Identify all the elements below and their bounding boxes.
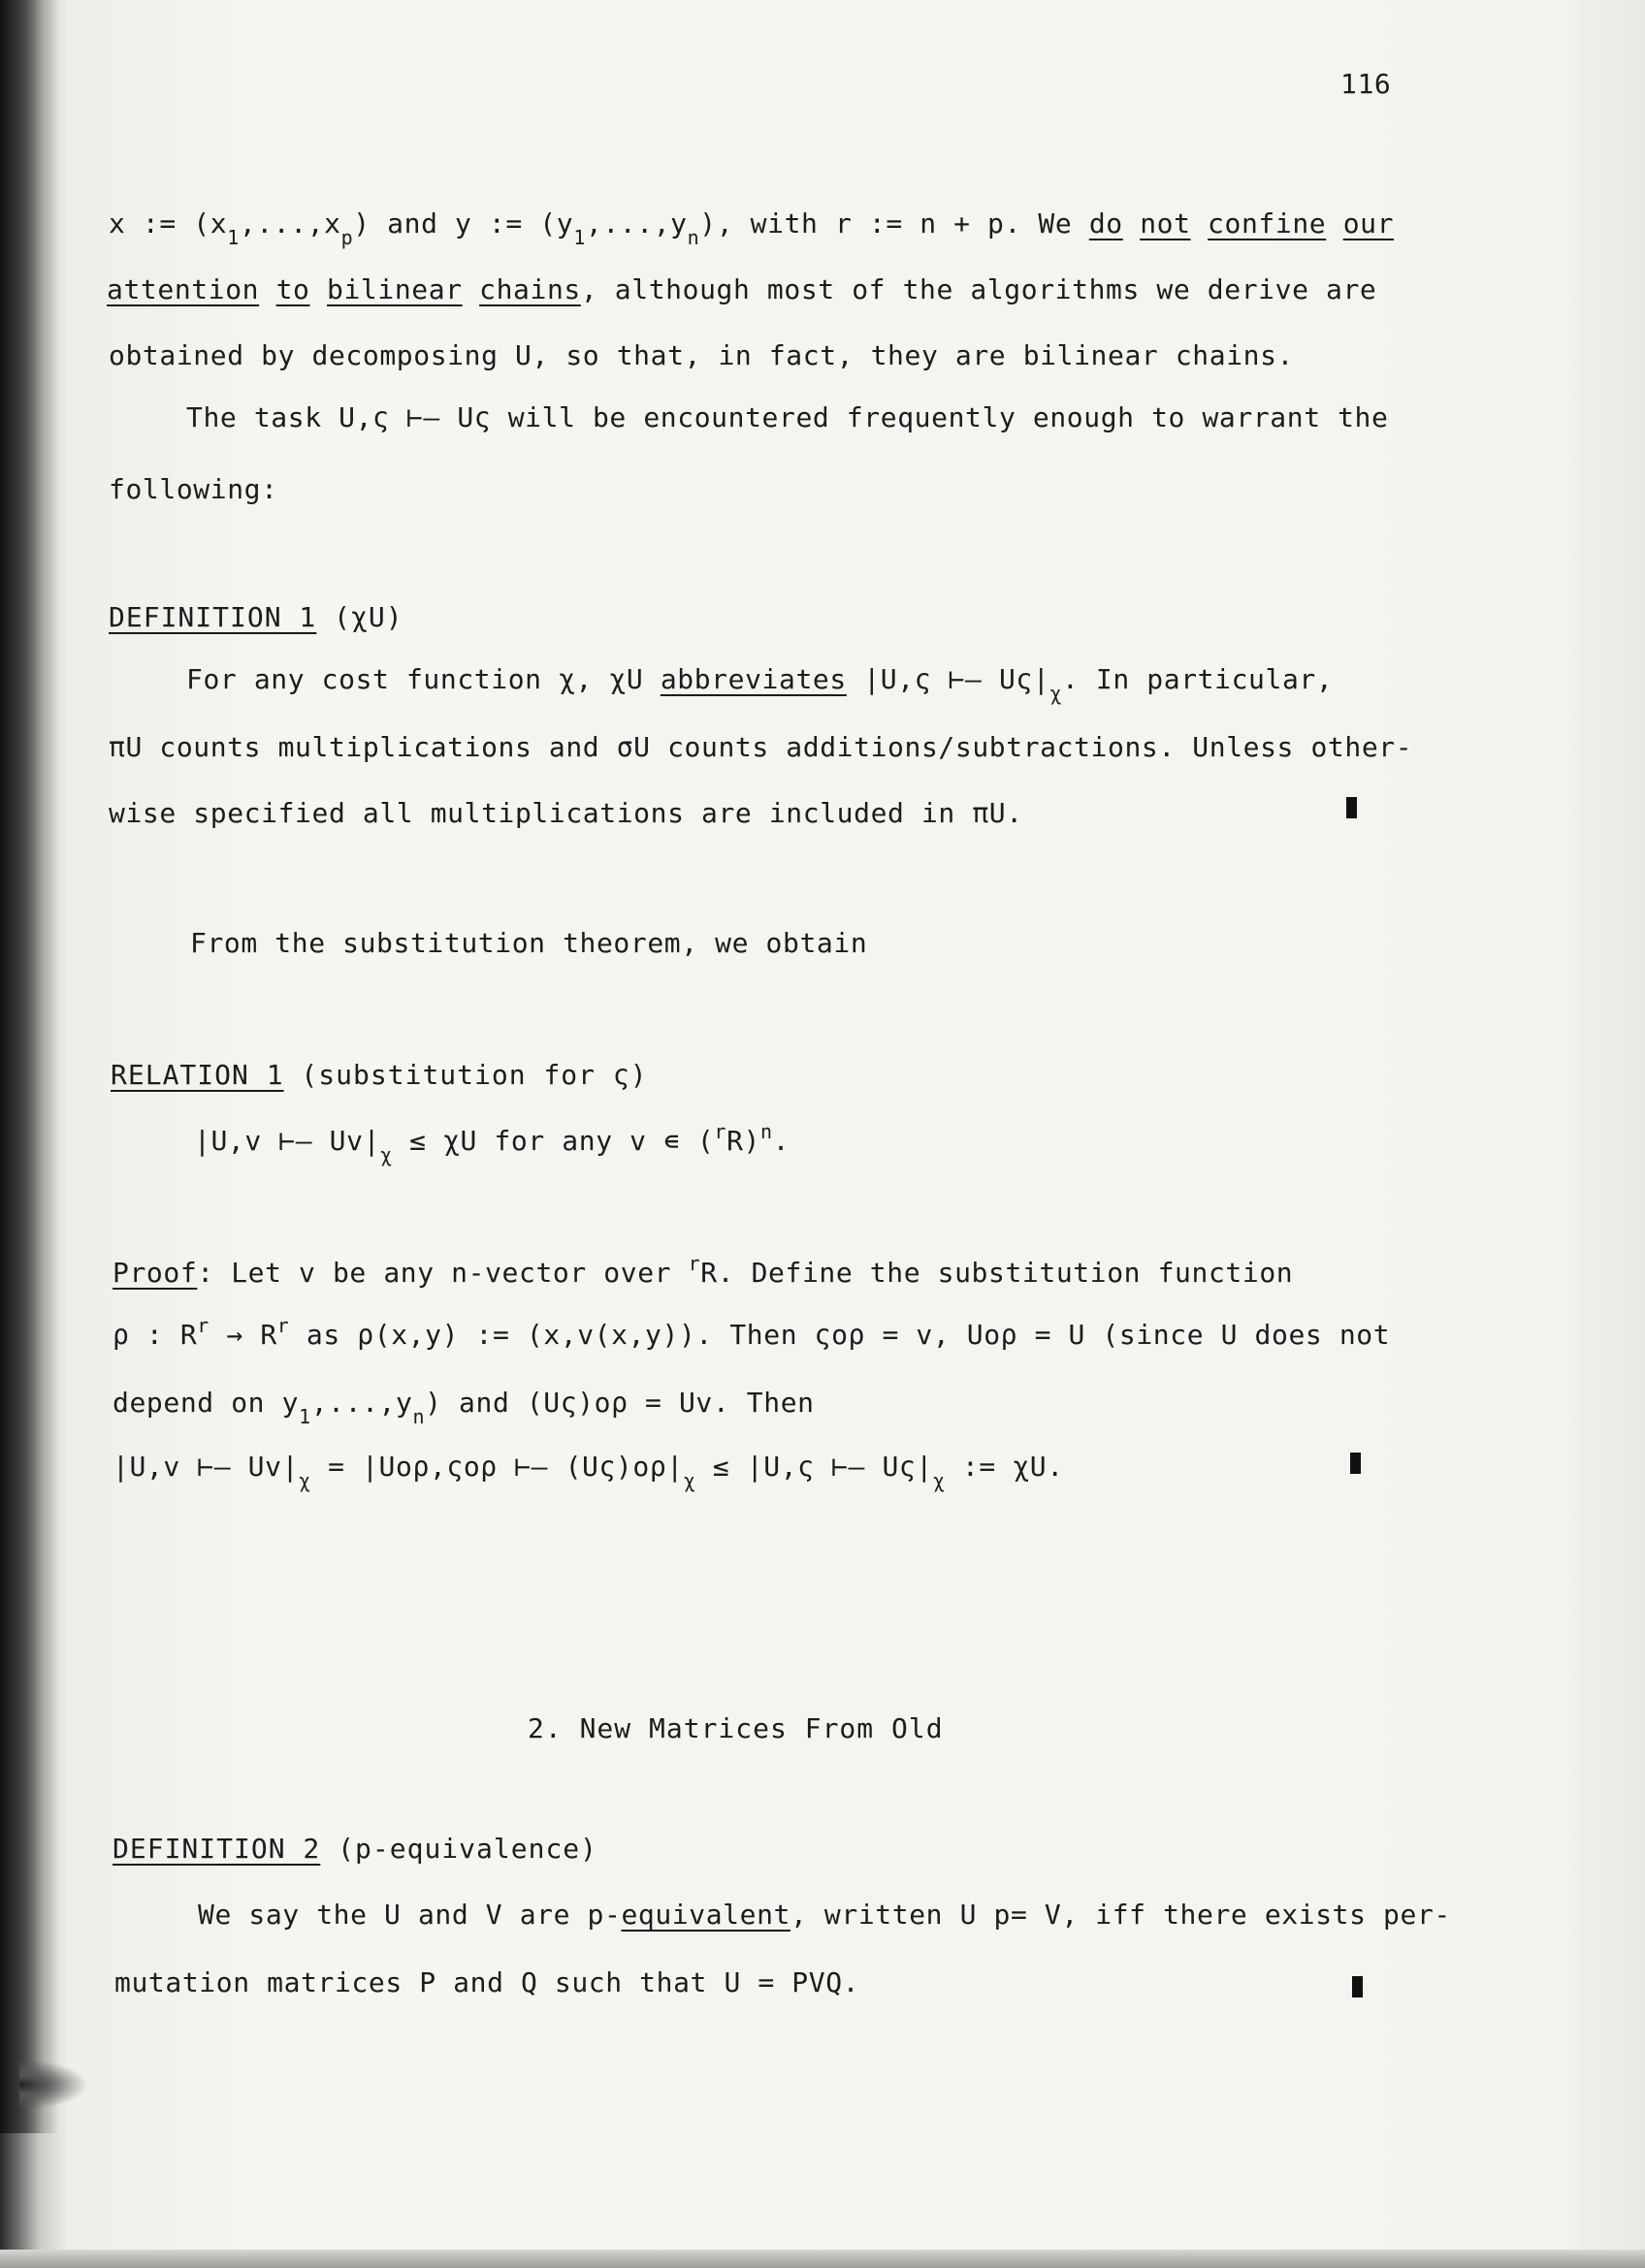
definition-1-line2: πU counts multiplications and σU counts additions/subtractions. Unless other-	[109, 731, 1413, 763]
proof-line2: ρ : $R^r \to R^r$ as ρ(x,y) := (x,v(x,y)). Then ςoρ = v, Uoρ = U (since U does not	[113, 1314, 1391, 1351]
definition-1-line1: For any cost function χ, χU abbreviates |U,ς ⊢— $U\varsigma|_\chi$. In particular,	[186, 663, 1334, 705]
binding-shadow	[0, 0, 58, 2133]
para1-line2: attention to bilinear chains, although most of the algorithms we derive are	[107, 273, 1377, 305]
from-substitution-line: From the substitution theorem, we obtain	[190, 927, 868, 959]
section-title: 2. New Matrices From Old	[528, 1712, 944, 1744]
definition-2-line1: We say the U and V are p-equivalent, written U p= V, iff there exists per-	[198, 1899, 1451, 1931]
page-number: 116	[1340, 68, 1392, 100]
proof-line4: |U,v ⊢— $Uv|_\chi = |Uo\rho,\varsigma o\rho$ ⊢— $(U\varsigma)o\rho|_\chi \le |U,\varsigma$ ⊢— $U\varsigma|_\chi$ := χU.	[113, 1451, 1064, 1492]
relation-1-heading: RELATION 1 (substitution for ς)	[111, 1059, 648, 1091]
qed-mark-3	[1352, 1976, 1363, 1997]
proof-line3: depend on $y_1,...,y_n$) and (Uς)oρ = Uv. Then	[113, 1387, 815, 1428]
definition-1-heading: DEFINITION 1 (χU)	[109, 601, 403, 633]
definition-2-heading: DEFINITION 2 (p-equivalence)	[113, 1833, 598, 1865]
binding-shadow-foot	[19, 2056, 97, 2114]
para2-line1: The task U,ς ⊢— Uς will be encountered frequently enough to warrant the	[186, 401, 1389, 433]
para1-line1: x := $(x_1,...,x_p)$ and y := $(y_1,...,y_n)$, with r := n + p. We do not confine our	[109, 208, 1395, 249]
definition-1-line3: wise specified all multiplications are included in πU.	[109, 797, 1023, 829]
page-bottom-edge	[0, 2250, 1645, 2268]
qed-mark-2	[1350, 1453, 1361, 1474]
relation-1-formula: |U,v ⊢— $Uv|_\chi \le \chi U$ for any v ∊ $(^rR)^n$.	[194, 1120, 790, 1166]
para1-line3: obtained by decomposing U, so that, in fact, they are bilinear chains.	[109, 339, 1295, 371]
proof-line1: Proof: Let v be any n-vector over $^r$R. Define the substitution function	[113, 1252, 1294, 1289]
qed-mark-1	[1346, 797, 1357, 818]
definition-2-line2: mutation matrices P and Q such that U = PVQ.	[114, 1966, 860, 1998]
para2-line2: following:	[109, 473, 278, 505]
